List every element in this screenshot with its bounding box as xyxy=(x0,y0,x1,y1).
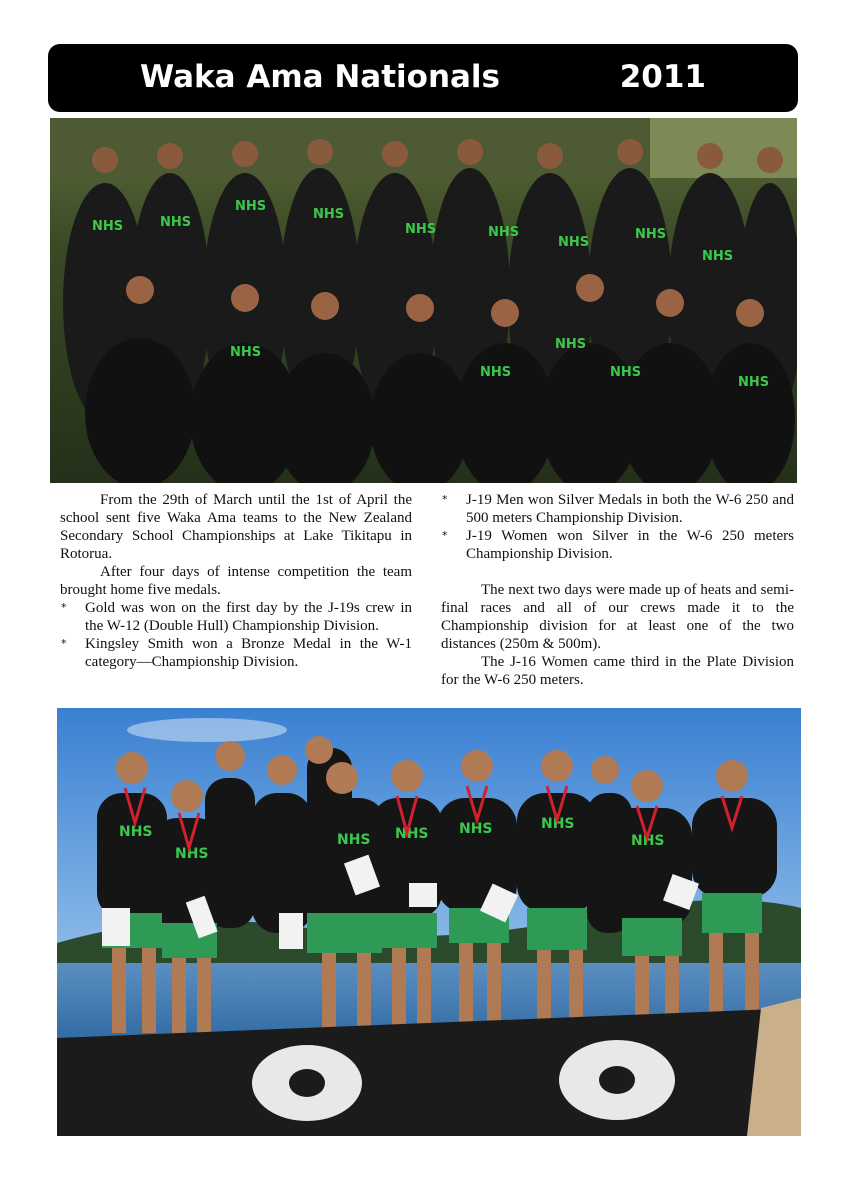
jersey-logo: NHS xyxy=(235,199,267,214)
jersey-logo: NHS xyxy=(702,249,734,264)
jersey-logo: NHS xyxy=(558,235,590,250)
jersey-logo: NHS xyxy=(480,365,512,380)
jersey-logo: NHS xyxy=(631,833,665,849)
medal-winners-image xyxy=(57,708,801,1136)
list-item: * J-19 Men won Silver Medals in both the W-6 250 and 500 meters Championship Division. xyxy=(442,492,794,526)
article-column-left xyxy=(60,491,412,671)
jersey-logo: NHS xyxy=(160,215,192,230)
article-paragraph: The J-16 Women came third in the Plate Division for the W-6 250 meters. xyxy=(441,654,794,688)
list-item: * Gold was won on the first day by the J-19s crew in the W-12 (Double Hull) Championship Division. xyxy=(61,600,412,634)
jersey-logo: NHS xyxy=(635,227,667,242)
jersey-logo: NHS xyxy=(175,846,209,862)
page-year: 2011 xyxy=(619,59,706,95)
jersey-logo: NHS xyxy=(459,821,493,837)
medal-list xyxy=(60,599,412,671)
list-item: * Kingsley Smith won a Bronze Medal in the W-1 category—Championship Division. xyxy=(61,636,412,670)
team-group-photo xyxy=(50,118,797,483)
list-item: * J-19 Women won Silver in the W-6 250 meters Championship Division. xyxy=(442,528,794,562)
article-column-right xyxy=(441,491,794,689)
article-paragraph: The next two days were made up of heats and semi-final races and all of our crews made it to the Championship division for at least one of the two distances (250m & 500m). xyxy=(441,582,794,652)
jersey-logo: NHS xyxy=(738,375,770,390)
jersey-logo: NHS xyxy=(610,365,642,380)
jersey-logo: NHS xyxy=(395,826,429,842)
jersey-logo: NHS xyxy=(405,222,437,237)
article-paragraph: After four days of intense competition the team brought home five medals. xyxy=(60,564,412,598)
jersey-logo: NHS xyxy=(92,219,124,234)
bullet-icon: * xyxy=(61,601,67,614)
medal-winners-photo xyxy=(57,708,801,1136)
bullet-icon: * xyxy=(442,493,448,506)
jersey-logo: NHS xyxy=(555,337,587,352)
jersey-logo: NHS xyxy=(230,345,262,360)
jersey-logo: NHS xyxy=(119,824,153,840)
bullet-icon: * xyxy=(61,637,67,650)
jersey-logo: NHS xyxy=(313,207,345,222)
team-group-image xyxy=(50,118,797,483)
article-paragraph: From the 29th of March until the 1st of April the school sent five Waka Ama teams to the New Zealand Secondary School Championships at Lake Tikitapu in Rotorua. xyxy=(60,492,412,562)
jersey-logo: NHS xyxy=(541,816,575,832)
page-title: Waka Ama Nationals xyxy=(140,59,501,95)
jersey-logo: NHS xyxy=(488,225,520,240)
medal-list xyxy=(441,491,794,563)
bullet-icon: * xyxy=(442,529,448,542)
page-header xyxy=(48,44,798,112)
jersey-logo: NHS xyxy=(337,832,371,848)
